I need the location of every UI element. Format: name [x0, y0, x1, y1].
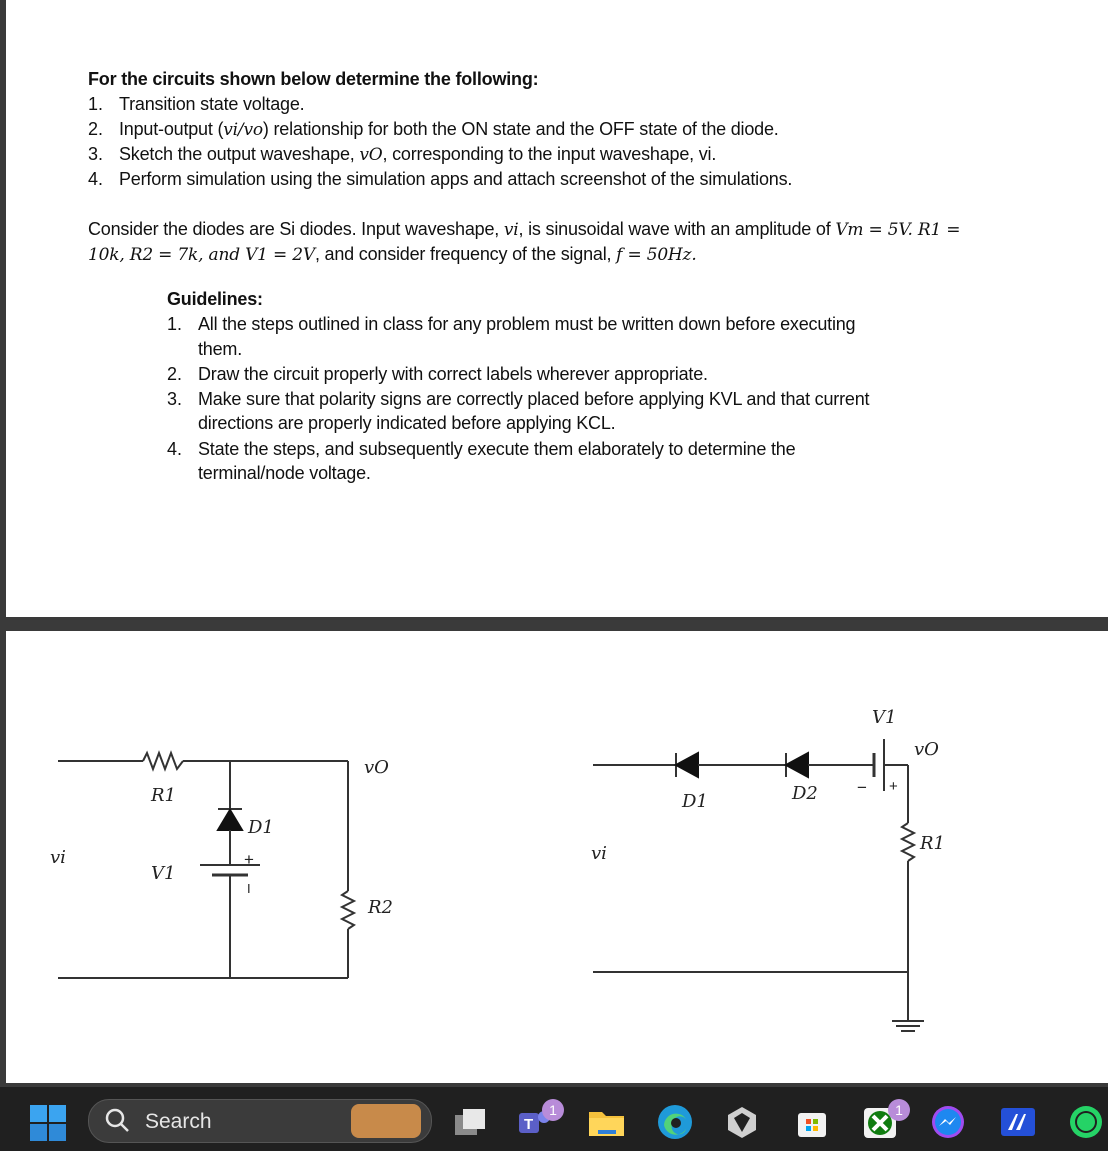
search-icon: [105, 1108, 131, 1134]
file-explorer-icon[interactable]: [588, 1104, 624, 1140]
guideline-3-line-2: directions are properly indicated before applying KCL.: [198, 413, 616, 433]
whatsapp-glyph-icon: [1066, 1103, 1102, 1141]
circuit2-d1-label: D1: [682, 791, 708, 812]
circuit1-minus-sign: I: [247, 881, 251, 896]
store-bag-icon: [795, 1105, 829, 1139]
microsoft-store-icon[interactable]: [794, 1104, 830, 1140]
circuit2-v1-label: V1: [872, 707, 897, 728]
resistor-r1: [902, 823, 914, 861]
circuit2-d2-label: D2: [792, 783, 818, 804]
guideline-number: 3.: [167, 389, 183, 409]
diode-d1: [676, 753, 698, 777]
messenger-glyph-icon: [930, 1104, 966, 1140]
consider-line-2: 10k, R2 = 7k, and V1 = 2V, and consider frequency of the signal, f = 50Hz.: [88, 244, 697, 265]
teams-badge: 1: [542, 1099, 564, 1121]
hexagon-icon: [725, 1105, 759, 1139]
guideline-number: 4.: [167, 439, 183, 459]
circuit1-vo-label: vO: [364, 757, 389, 778]
task-3-text: Sketch the output waveshape, vO, corresponding to the input waveshape, vi.: [119, 144, 717, 165]
guideline-1-line-2: them.: [198, 339, 243, 359]
task-number: 2.: [88, 119, 104, 139]
windows-start-icon[interactable]: [30, 1105, 66, 1141]
search-label: Search: [145, 1110, 212, 1133]
circuit2-minus-sign: −: [857, 778, 867, 797]
task-number: 3.: [88, 144, 104, 164]
guideline-3-line-1: Make sure that polarity signs are correctly placed before applying KVL and that current: [198, 389, 870, 409]
edge-glyph-icon: [656, 1103, 692, 1141]
circuit2-vo-label: vO: [914, 739, 939, 760]
task-number: 4.: [88, 169, 104, 189]
guideline-2-line-1: Draw the circuit properly with correct labels wherever appropriate.: [198, 364, 708, 384]
guideline-number: 1.: [167, 314, 183, 334]
circuit1-d1-label: D1: [248, 817, 274, 838]
problem-heading: For the circuits shown below determine the following:: [88, 69, 539, 89]
task-view-icon[interactable]: [452, 1104, 488, 1140]
whatsapp-icon[interactable]: [1066, 1104, 1102, 1140]
resistor-r1: [143, 753, 183, 769]
windows-logo-icon: [30, 1105, 66, 1141]
task-2-text: Input-output (vi/vo) relationship for both the ON state and the OFF state of the diode.: [119, 119, 779, 140]
circuit1-vi-label: vi: [50, 847, 66, 868]
task-4-text: Perform simulation using the simulation apps and attach screenshot of the simulations.: [119, 169, 793, 189]
diode-d1: [218, 810, 242, 830]
guideline-1-line-1: All the steps outlined in class for any problem must be written down before executing: [198, 314, 856, 334]
guideline-4-line-2: terminal/node voltage.: [198, 463, 371, 483]
folder-icon: [588, 1106, 624, 1138]
search-highlight-image-icon: [351, 1104, 421, 1138]
edge-browser-icon[interactable]: [656, 1104, 692, 1140]
circuit-diagrams: [6, 631, 1108, 1083]
circuit1-v1-label: V1: [151, 863, 176, 884]
document-page-top: [6, 0, 1108, 617]
vpn-app-icon[interactable]: [724, 1104, 760, 1140]
taskbar: [0, 1087, 1108, 1151]
circuit2-plus-sign: +: [889, 778, 898, 795]
circuit2-vi-label: vi: [591, 843, 607, 864]
circuit-1: [58, 753, 354, 978]
circuit2-r1-label: R1: [920, 833, 946, 854]
circuit1-plus-sign: +: [244, 850, 254, 869]
circuit1-r2-label: R2: [368, 897, 394, 918]
circuit-2: [593, 739, 924, 1031]
task-1-text: Transition state voltage.: [119, 94, 305, 114]
document-page-bottom: [6, 631, 1108, 1083]
svg-text:T: T: [524, 1116, 534, 1133]
resistor-r2: [342, 891, 354, 929]
messenger-icon[interactable]: [930, 1104, 966, 1140]
circuit1-r1-label: R1: [151, 785, 177, 806]
diode-d2: [786, 753, 808, 777]
blue-app-glyph-icon: [1000, 1105, 1036, 1139]
guideline-number: 2.: [167, 364, 183, 384]
xbox-badge: 1: [888, 1099, 910, 1121]
taskbar-search-box[interactable]: [88, 1099, 432, 1143]
consider-line-1: Consider the diodes are Si diodes. Input waveshape, vi, is sinusoidal wave with an amplitude of Vm = 5V. R1 =: [88, 219, 961, 240]
guidelines-title: Guidelines:: [167, 289, 263, 309]
task-number: 1.: [88, 94, 104, 114]
guideline-4-line-1: State the steps, and subsequently execute them elaborately to determine the: [198, 439, 796, 459]
task-view-glyph-icon: [453, 1107, 487, 1137]
app-icon[interactable]: [1000, 1104, 1036, 1140]
